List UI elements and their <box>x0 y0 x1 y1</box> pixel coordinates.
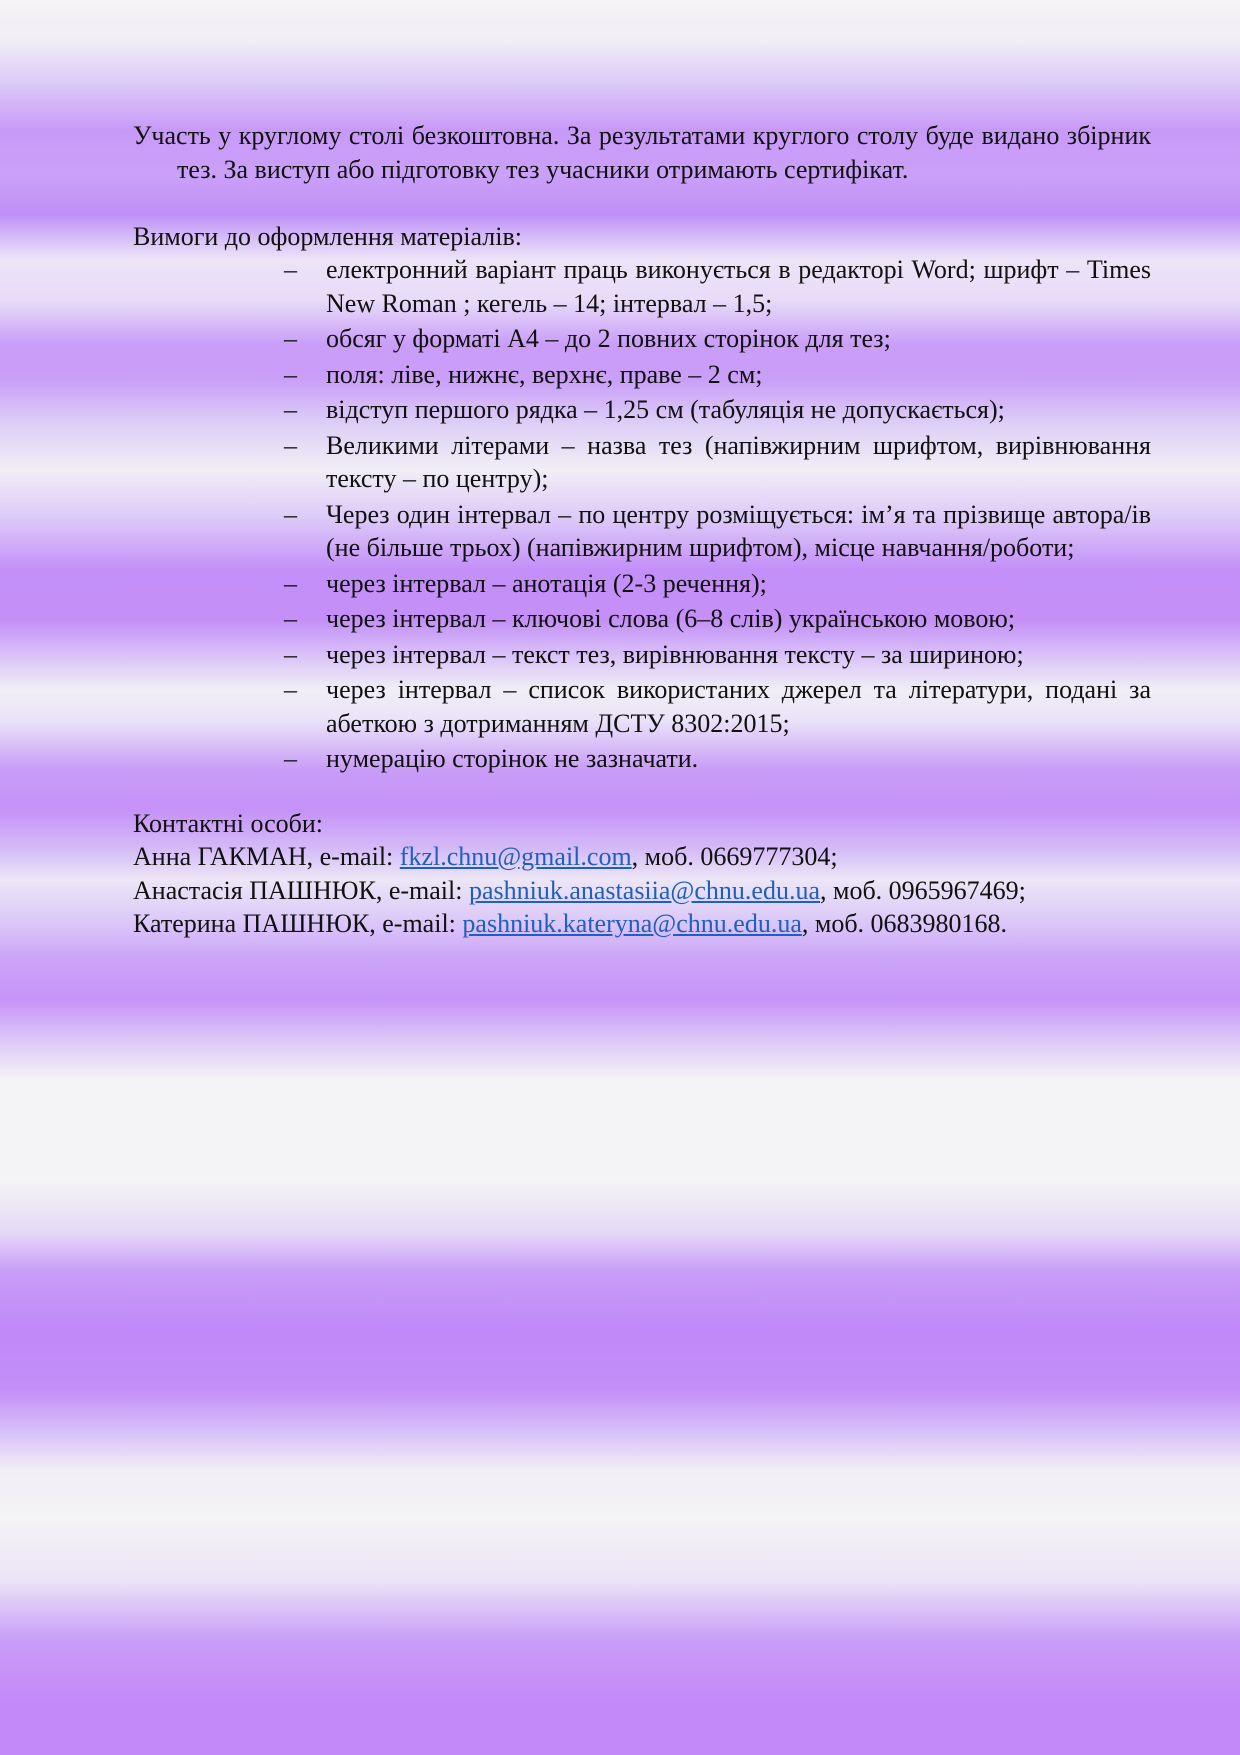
list-item-text: поля: ліве, нижнє, верхнє, праве – 2 см; <box>326 359 763 389</box>
list-item <box>284 429 1151 496</box>
contact-line-pashniuk-anastasiia <box>133 874 1151 908</box>
list-item <box>284 602 1151 636</box>
document-body <box>133 119 1151 941</box>
dash-bullet: – <box>284 744 297 773</box>
contact-phone: , моб. 0669777304; <box>631 842 838 871</box>
requirements-heading: Вимоги до оформлення матеріалів: <box>133 221 522 251</box>
dash-bullet: – <box>284 255 297 284</box>
dash-bullet: – <box>284 604 297 633</box>
email-link[interactable]: fkzl.chnu@gmail.com <box>399 842 632 871</box>
list-item <box>284 393 1151 427</box>
dash-bullet: – <box>284 675 297 704</box>
dash-bullet: – <box>284 359 297 389</box>
contact-phone: , моб. 0965967469; <box>819 875 1026 905</box>
list-item-text: нумерацію сторінок не зазначати. <box>326 744 699 773</box>
list-item <box>284 322 1151 356</box>
list-item <box>284 638 1151 672</box>
list-item <box>284 498 1151 565</box>
dash-bullet: – <box>284 639 297 669</box>
list-item-text: обсяг у форматі А4 – до 2 повних сторінок для тез; <box>326 324 891 353</box>
contact-name: Анна ГАКМАН, e-mail: <box>133 842 400 871</box>
list-item-text: відступ першого рядка – 1,25 см (табуляція не допускається); <box>326 395 1005 424</box>
dash-bullet: – <box>284 324 297 353</box>
dash-bullet: – <box>284 499 297 529</box>
email-link[interactable]: pashniuk.kateryna@chnu.edu.ua <box>462 909 802 938</box>
list-item-text: через інтервал – текст тез, вирівнювання тексту – за шириною; <box>326 639 1024 669</box>
list-item <box>284 567 1151 601</box>
list-item <box>284 673 1151 740</box>
list-item-text: через інтервал – анотація (2-3 речення); <box>326 568 767 598</box>
contact-line-hakman <box>133 840 1151 874</box>
list-item <box>284 253 1151 320</box>
list-item <box>284 742 1151 776</box>
dash-bullet: – <box>284 568 297 598</box>
contact-line-pashniuk-kateryna <box>133 907 1151 941</box>
contacts-heading: Контактні особи: <box>133 808 324 838</box>
list-item <box>284 358 1151 392</box>
list-item-text: Великими літерами – назва тез (напівжирним шрифтом, вирівнювання тексту – по центру); <box>326 430 1151 493</box>
list-item-text: через інтервал – список використаних джерел та літератури, подані за абеткою з дотриманням ДСТУ 8302:2015; <box>326 675 1151 738</box>
list-item-text: електронний варіант праць виконується в редакторі Word; шрифт – Times New Roman ; кегель – 14; інтервал – 1,5; <box>326 255 1151 318</box>
contact-name: Анастасія ПАШНЮК, e-mail: <box>133 875 469 905</box>
contact-name: Катерина ПАШНЮК, e-mail: <box>133 909 463 938</box>
requirements-list <box>133 253 1151 776</box>
list-item-text: через інтервал – ключові слова (6–8 слів) українською мовою; <box>326 604 1016 633</box>
contact-phone: , моб. 0683980168. <box>801 909 1008 938</box>
intro-paragraph: Участь у круглому столі безкоштовна. За результатами круглого столу буде видано збірник тез. За виступ або підготовку тез учасники отримають сертифікат. <box>133 121 1151 184</box>
dash-bullet: – <box>284 395 297 424</box>
list-item-text: Через один інтервал – по центру розміщується: ім’я та прізвище автора/ів (не більше трьох) (напівжирним шрифтом), місце навчання/роботи; <box>326 499 1151 562</box>
email-link[interactable]: pashniuk.anastasiia@chnu.edu.ua <box>468 875 820 905</box>
dash-bullet: – <box>284 430 297 460</box>
